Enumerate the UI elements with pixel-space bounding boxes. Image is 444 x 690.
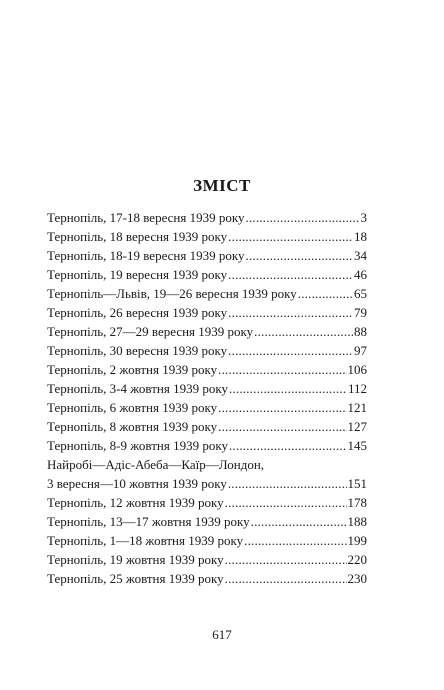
- toc-entry: [47, 303, 367, 322]
- toc-leader-dots: [225, 493, 347, 512]
- toc-entry: [47, 246, 367, 265]
- toc-entry-title: Тернопіль, 18 вересня 1939 року: [47, 229, 228, 244]
- toc-entry: [47, 379, 367, 398]
- toc-entry-page: 220: [347, 552, 367, 567]
- toc-entry-page: 18: [354, 229, 367, 244]
- toc-entry-page: 34: [354, 248, 367, 263]
- toc-leader-dots: [229, 436, 347, 455]
- toc-entry-page: 145: [347, 438, 367, 453]
- toc-entry: [47, 512, 367, 531]
- toc-entry-title: Тернопіль, 30 вересня 1939 року: [47, 343, 228, 358]
- toc-leader-dots: [218, 398, 346, 417]
- toc-entry-title: 3 вересня—10 жовтня 1939 року: [47, 476, 227, 491]
- toc-entry-page: 230: [347, 571, 367, 586]
- toc-leader-dots: [228, 265, 353, 284]
- toc-entry: [47, 265, 367, 284]
- toc-entry-page: 188: [347, 514, 367, 529]
- toc-entry-title: Тернопіль, 18-19 вересня 1939 року: [47, 248, 245, 263]
- toc-entry-title: Тернопіль, 27—29 вересня 1939 року: [47, 324, 254, 339]
- toc-leader-dots: [228, 341, 353, 360]
- toc-entry-title-prefix: Найробі—Адіс-Абеба—Каїр—Лондон,: [47, 457, 265, 472]
- toc-entry-title: Тернопіль, 3-4 жовтня 1939 року: [47, 381, 228, 396]
- toc-leader-dots: [228, 303, 353, 322]
- toc-entry: [47, 284, 367, 303]
- toc-entry: [47, 550, 367, 569]
- toc-entry-page: 3: [360, 210, 367, 225]
- toc-entry-page: 97: [354, 343, 367, 358]
- toc-entry: [47, 398, 367, 417]
- toc-entry-page: 106: [347, 362, 367, 377]
- toc-entry-page: 151: [347, 476, 367, 491]
- toc-entry-title: Тернопіль, 8 жовтня 1939 року: [47, 419, 218, 434]
- table-of-contents: [47, 208, 367, 588]
- toc-leader-dots: [228, 474, 347, 493]
- toc-entry-title: Тернопіль, 17-18 вересня 1939 року: [47, 210, 245, 225]
- page-number: 617: [212, 627, 232, 642]
- toc-entry-page: 127: [347, 419, 367, 434]
- toc-leader-dots: [218, 360, 346, 379]
- toc-entry-title: Тернопіль, 8-9 жовтня 1939 року: [47, 438, 228, 453]
- toc-entry-title: Тернопіль, 1—18 жовтня 1939 року: [47, 533, 244, 548]
- toc-entry-page: 65: [354, 286, 367, 301]
- toc-entry: [47, 531, 367, 550]
- toc-leader-dots: [251, 512, 347, 531]
- toc-leader-dots: [225, 550, 347, 569]
- toc-leader-dots: [246, 246, 353, 265]
- toc-entry: [47, 322, 367, 341]
- toc-entry-page: 121: [347, 400, 367, 415]
- toc-entry: [47, 436, 367, 455]
- toc-entry-page: 88: [354, 324, 367, 339]
- toc-entry: [47, 417, 367, 436]
- toc-entry-page: 112: [347, 381, 367, 396]
- toc-entry-title: Тернопіль, 12 жовтня 1939 року: [47, 495, 224, 510]
- toc-leader-dots: [225, 569, 347, 588]
- toc-entry: [47, 341, 367, 360]
- toc-leader-dots: [254, 322, 353, 341]
- toc-entry-title: Тернопіль, 13—17 жовтня 1939 року: [47, 514, 250, 529]
- toc-entry-page: 199: [347, 533, 367, 548]
- toc-entry: [47, 474, 367, 493]
- toc-entry: [47, 227, 367, 246]
- toc-entry: [47, 208, 367, 227]
- toc-entry-title: Тернопіль, 19 вересня 1939 року: [47, 267, 228, 282]
- toc-entry: [47, 360, 367, 379]
- toc-entry-page: 178: [347, 495, 367, 510]
- toc-leader-dots: [244, 531, 346, 550]
- page-title: ЗМІСТ: [193, 176, 251, 195]
- toc-leader-dots: [229, 379, 347, 398]
- toc-entry: [47, 493, 367, 512]
- toc-entry-title: Тернопіль, 25 жовтня 1939 року: [47, 571, 224, 586]
- toc-entry-title: Тернопіль, 6 жовтня 1939 року: [47, 400, 218, 415]
- toc-leader-dots: [218, 417, 346, 436]
- toc-entry-page: 46: [354, 267, 367, 282]
- toc-entry-title: Тернопіль, 26 вересня 1939 року: [47, 305, 228, 320]
- toc-leader-dots: [298, 284, 353, 303]
- toc-entry: [47, 569, 367, 588]
- toc-entry-title: Тернопіль, 19 жовтня 1939 року: [47, 552, 224, 567]
- toc-leader-dots: [228, 227, 353, 246]
- toc-leader-dots: [246, 208, 360, 227]
- toc-entry-page: 79: [354, 305, 367, 320]
- toc-entry-title: Тернопіль—Львів, 19—26 вересня 1939 року: [47, 286, 297, 301]
- toc-entry-title: Тернопіль, 2 жовтня 1939 року: [47, 362, 218, 377]
